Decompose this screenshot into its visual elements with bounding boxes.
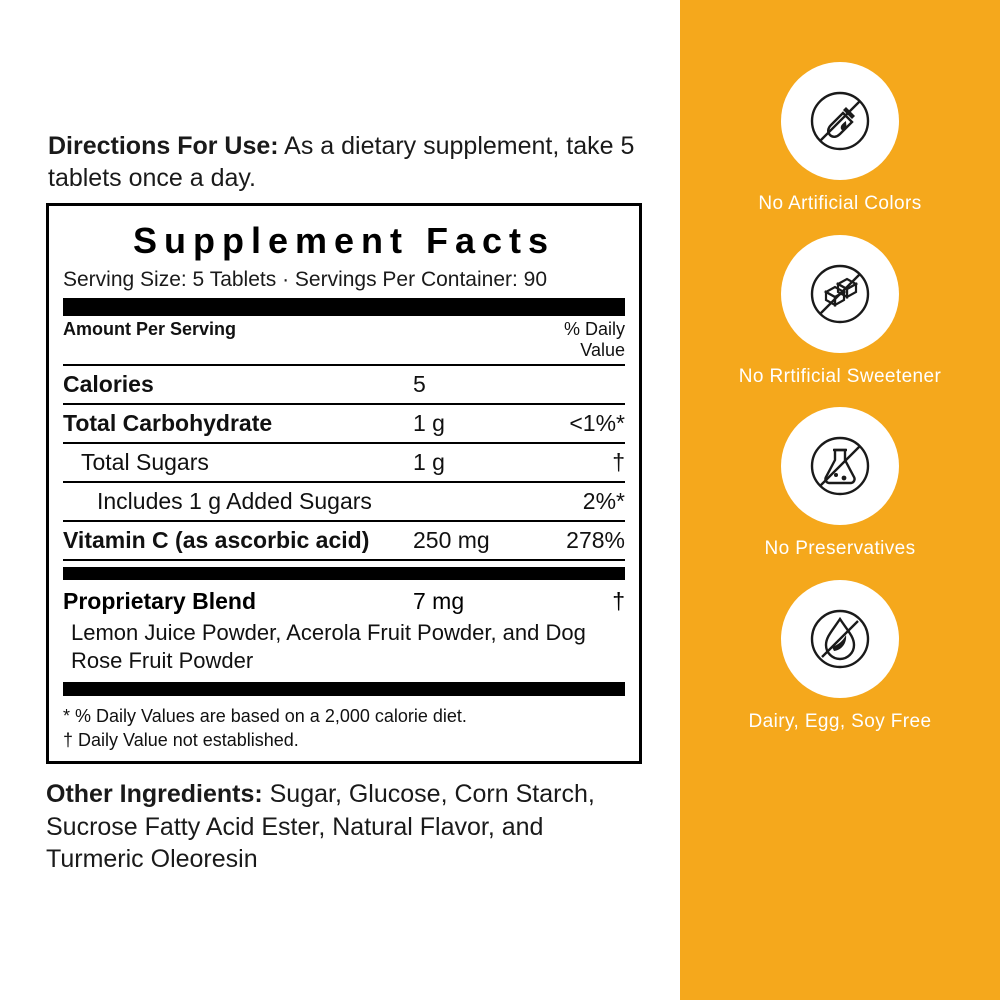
thick-rule-bottom xyxy=(63,682,625,696)
other-ingredients-text: Sugar, Glucose, Corn Starch, Sucrose Fatty Acid Ester, Natural Flavor, and Turmeric Oleoresin xyxy=(46,780,595,873)
footnote-not-established: † Daily Value not established. xyxy=(63,730,299,751)
nutrient-name: Includes 1 g Added Sugars xyxy=(97,488,372,514)
other-ingredients-label: Other Ingredients: xyxy=(46,780,263,808)
table-row xyxy=(63,522,625,561)
footnotes xyxy=(63,696,625,753)
nutrient-amount: 250 mg xyxy=(413,527,490,553)
badge-circle xyxy=(781,235,899,353)
proprietary-blend-row xyxy=(63,580,625,617)
badge-no-artificial-sweetener xyxy=(680,235,1000,390)
table-row xyxy=(63,366,625,405)
nutrient-amount: 1 g xyxy=(413,449,445,475)
badge-dairy-egg-soy-free xyxy=(680,580,1000,735)
table-header-row xyxy=(63,316,625,366)
amount-per-serving-header: Amount Per Serving xyxy=(63,319,237,339)
thick-rule-top xyxy=(63,298,625,316)
badge-no-artificial-colors xyxy=(680,62,1000,217)
table-row xyxy=(63,483,625,522)
nutrient-name: Total Sugars xyxy=(81,449,209,475)
supplement-facts-title: Supplement Facts xyxy=(132,220,556,261)
thick-rule-mid xyxy=(63,567,625,580)
badge-circle xyxy=(781,580,899,698)
blend-description: Lemon Juice Powder, Acerola Fruit Powder, and Dog Rose Fruit Powder xyxy=(71,620,586,673)
daily-value-header: % Daily Value xyxy=(563,319,625,360)
dropper-no-artificial-colors-icon xyxy=(802,83,878,159)
nutrient-dv: † xyxy=(612,449,625,475)
nutrient-name: Vitamin C (as ascorbic acid) xyxy=(63,527,370,553)
directions-for-use xyxy=(48,130,638,194)
badge-caption: Dairy, Egg, Soy Free xyxy=(748,711,932,733)
droplet-leaf-dairy-free-icon xyxy=(802,601,878,677)
flask-no-preservatives-icon xyxy=(802,428,878,504)
sugar-cubes-no-sweetener-icon xyxy=(802,256,878,332)
directions-text: As a dietary supplement, take 5 tablets once a day. xyxy=(48,132,635,192)
table-row xyxy=(63,444,625,483)
nutrient-amount: 1 g xyxy=(413,410,445,436)
badge-circle xyxy=(781,62,899,180)
nutrient-dv: 278% xyxy=(566,527,625,553)
blend-amount: 7 mg xyxy=(413,588,465,614)
badge-caption: No Preservatives xyxy=(764,538,916,560)
nutrient-name: Calories xyxy=(63,371,154,397)
badge-caption: No Rrtificial Sweetener xyxy=(738,365,942,387)
badge-circle xyxy=(781,407,899,525)
footnote-daily-values: * % Daily Values are based on a 2,000 calorie diet. xyxy=(63,706,467,726)
badge-no-preservatives xyxy=(680,407,1000,562)
benefits-sidebar xyxy=(680,0,1000,1000)
nutrient-name: Total Carbohydrate xyxy=(63,410,273,436)
nutrient-amount: 5 xyxy=(413,371,426,397)
directions-label: Directions For Use: xyxy=(48,132,279,160)
other-ingredients xyxy=(46,778,646,876)
nutrient-dv: 2%* xyxy=(582,488,625,514)
blend-name: Proprietary Blend xyxy=(63,588,256,614)
nutrient-dv: <1%* xyxy=(569,410,625,436)
blend-dv: † xyxy=(612,588,625,614)
badge-caption: No Artificial Colors xyxy=(758,193,922,214)
supplement-facts-panel xyxy=(46,203,642,764)
table-row xyxy=(63,405,625,444)
serving-size-line: Serving Size: 5 Tablets · Servings Per Container: 90 xyxy=(63,268,548,291)
